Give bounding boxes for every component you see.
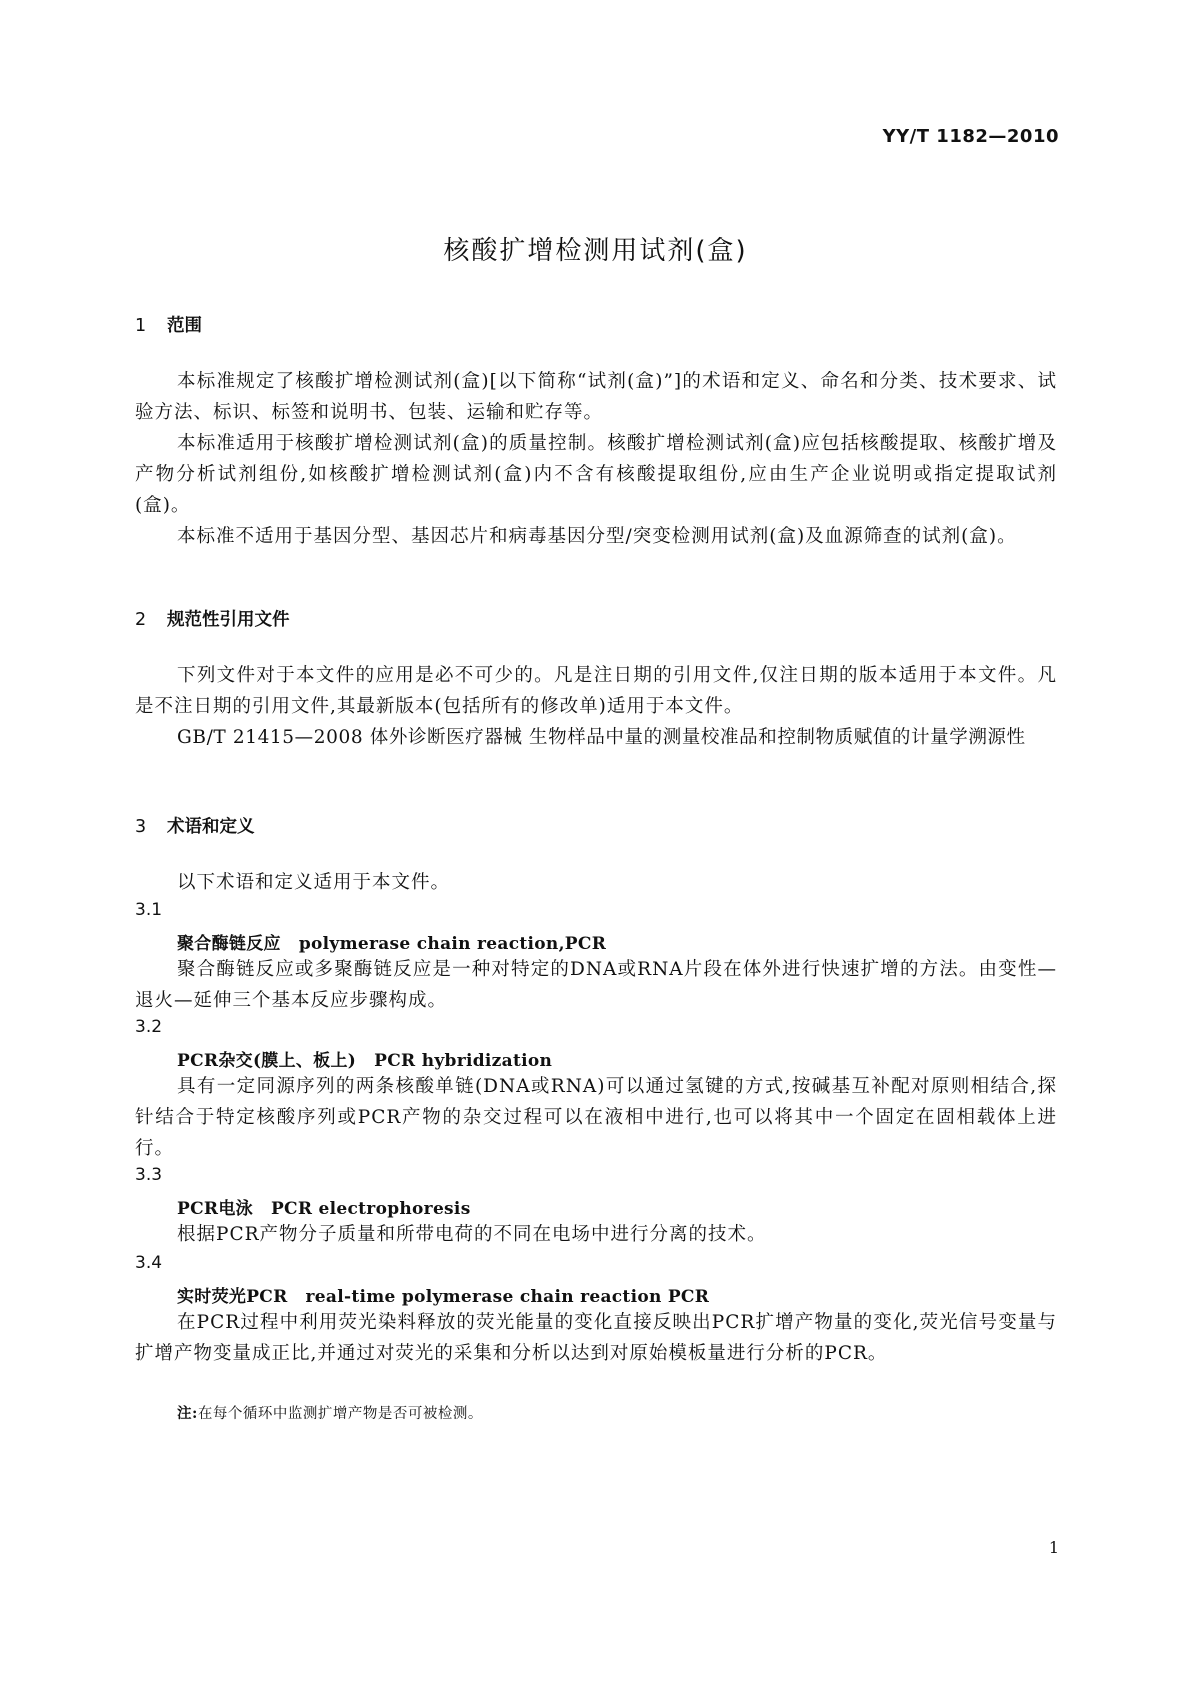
- term-zh: 实时荧光PCR: [177, 1287, 288, 1307]
- section-title: 范围: [167, 316, 202, 336]
- section-number: 3: [135, 817, 147, 837]
- terms-intro: 以下术语和定义适用于本文件。: [177, 872, 451, 893]
- section-title: 术语和定义: [167, 817, 255, 837]
- scope-paragraph-1: 本标准规定了核酸扩增检测试剂(盒)[以下简称“试剂(盒)”]的术语和定义、命名和分类、技术要求、试验方法、标识、标签和说明书、包装、运输和贮存等。: [135, 371, 1057, 423]
- term-en: polymerase chain reaction,PCR: [298, 934, 607, 954]
- note-text: 在每个循环中监测扩增产物是否可被检测。: [197, 1406, 483, 1422]
- page-number: 1: [1048, 1538, 1059, 1557]
- term-3-2: [177, 1046, 552, 1071]
- term-en: real-time polymerase chain reaction PCR: [305, 1287, 710, 1307]
- clause-number-3-4: 3.4: [135, 1253, 163, 1273]
- section-title: 规范性引用文件: [167, 610, 290, 630]
- document-title: 核酸扩增检测用试剂(盒): [443, 236, 748, 266]
- standard-code: YY/T 1182—2010: [882, 126, 1059, 147]
- scope-paragraph-3: 本标准不适用于基因分型、基因芯片和病毒基因分型/突变检测用试剂(盒)及血源筛查的试剂(盒)。: [177, 526, 1017, 547]
- term-en: PCR electrophoresis: [270, 1199, 471, 1219]
- term-en: PCR hybridization: [374, 1051, 553, 1071]
- note-label: 注:: [177, 1405, 198, 1422]
- clause-number-3-2: 3.2: [135, 1017, 163, 1037]
- term-3-3-definition: 根据PCR产物分子质量和所带电荷的不同在电场中进行分离的技术。: [177, 1224, 767, 1245]
- term-zh: PCR电泳: [177, 1199, 253, 1219]
- scope-paragraph-2: 本标准适用于核酸扩增检测试剂(盒)的质量控制。核酸扩增检测试剂(盒)应包括核酸提取、核酸扩增及产物分析试剂组份,如核酸扩增检测试剂(盒)内不含有核酸提取组份,应由生产企业说明或指定提取试剂(盒)。: [135, 433, 1057, 516]
- term-3-4-definition: 在PCR过程中利用荧光染料释放的荧光能量的变化直接反映出PCR扩增产物量的变化,荧光信号变量与扩增产物变量成正比,并通过对荧光的采集和分析以达到对原始模板量进行分析的PCR。: [135, 1312, 1057, 1364]
- clause-number-3-1: 3.1: [135, 900, 163, 920]
- term-3-3: [177, 1194, 471, 1219]
- section-1-heading: [135, 312, 202, 337]
- normative-paragraph: 下列文件对于本文件的应用是必不可少的。凡是注日期的引用文件,仅注日期的版本适用于本文件。凡是不注日期的引用文件,其最新版本(包括所有的修改单)适用于本文件。: [135, 665, 1057, 717]
- term-3-1-definition: 聚合酶链反应或多聚酶链反应是一种对特定的DNA或RNA片段在体外进行快速扩增的方法。由变性—退火—延伸三个基本反应步骤构成。: [135, 959, 1057, 1011]
- section-number: 2: [135, 610, 147, 630]
- term-zh: PCR杂交(膜上、板上): [177, 1051, 357, 1071]
- clause-number-3-3: 3.3: [135, 1165, 163, 1185]
- term-3-4-note: [177, 1402, 483, 1423]
- section-3-heading: [135, 813, 255, 838]
- term-3-4: [177, 1282, 709, 1307]
- term-3-1: [177, 929, 606, 954]
- section-number: 1: [135, 316, 147, 336]
- term-3-2-definition: 具有一定同源序列的两条核酸单链(DNA或RNA)可以通过氢键的方式,按碱基互补配对原则相结合,探针结合于特定核酸序列或PCR产物的杂交过程可以在液相中进行,也可以将其中一个固定在固相载体上进行。: [135, 1076, 1057, 1159]
- normative-reference-gbt21415: GB/T 21415—2008 体外诊断医疗器械 生物样品中量的测量校准品和控制物质赋值的计量学溯源性: [177, 727, 1026, 748]
- term-zh: 聚合酶链反应: [177, 934, 281, 954]
- section-2-heading: [135, 606, 290, 631]
